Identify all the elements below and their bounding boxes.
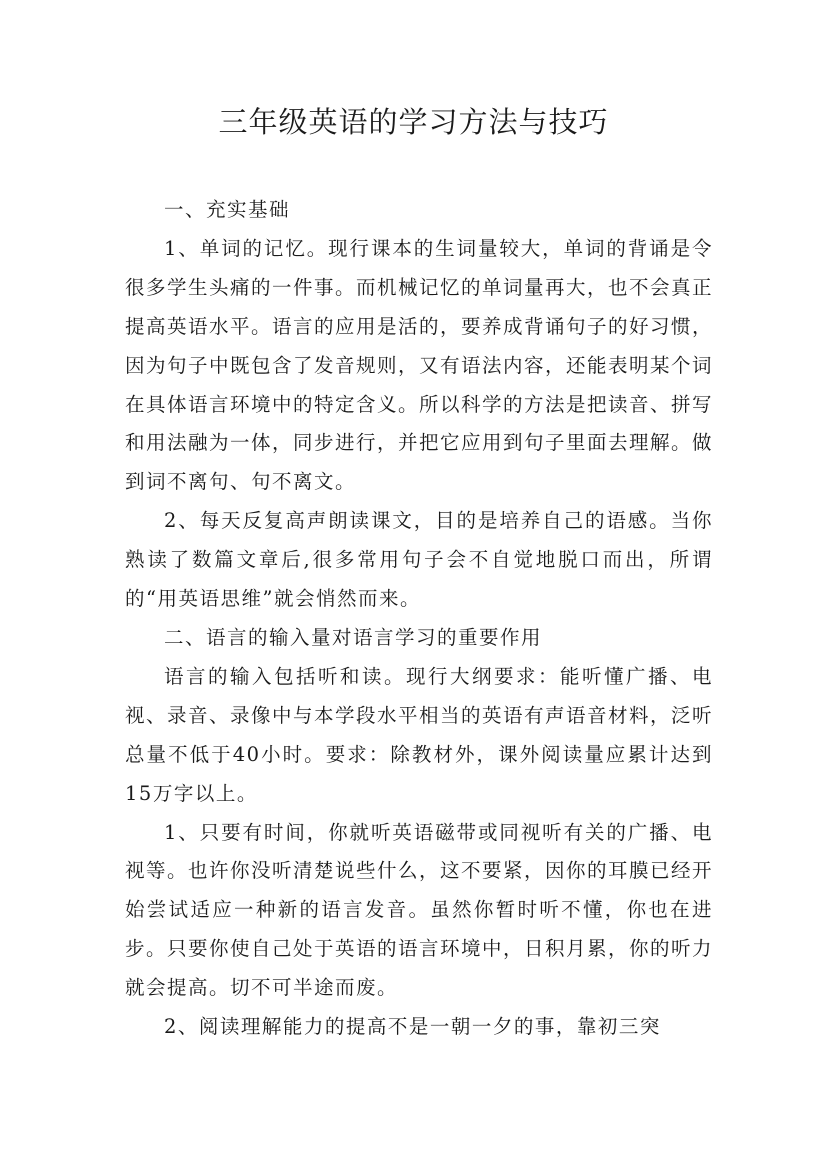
paragraph: 语言的输入包括听和读。现行大纲要求：能听懂广播、电视、录音、录像中与本学段水平相当的英语有声语音材料，泛听总量不低于40小时。要求：除教材外，课外阅读量应累计达到15万字以上。	[125, 664, 714, 805]
document-title: 三年级英语的学习方法与技巧	[218, 105, 609, 139]
paragraph: 1、只要有时间，你就听英语磁带或同视听有关的广播、电视等。也许你没听清楚说些什么，这不要紧，因你的耳膜已经开始尝试适应一种新的语言发音。虽然你暂时听不懂，你也在进步。只要你使自己处于英语的语言环境中，日积月累，你的听力就会提高。切不可半途而废。	[125, 820, 714, 1000]
section-heading: 二、语言的输入量对语言学习的重要作用	[164, 625, 543, 649]
section-heading: 一、充实基础	[164, 198, 291, 221]
paragraph: 1、单词的记忆。现行课本的生词量较大，单词的背诵是令很多学生头痛的一件事。而机械记忆的单词量再大，也不会真正提高英语水平。语言的应用是活的，要养成背诵句子的好习惯，因为句子中既包含了发音规则，又有语法内容，还能表明某个词在具体语言环境中的特定含义。所以科学的方法是把读音、拼写和用法融为一体，同步进行，并把它应用到句子里面去理解。做到词不离句、句不离文。	[125, 236, 714, 494]
document-body	[125, 191, 713, 1047]
paragraph: 2、每天反复高声朗读课文，目的是培养自己的语感。当你熟读了数篇文章后,很多常用句子会不自觉地脱口而出，所谓的“用英语思维”就会悄然而来。	[125, 509, 713, 611]
paragraph: 2、阅读理解能力的提高不是一朝一夕的事，靠初三突	[164, 1015, 661, 1039]
